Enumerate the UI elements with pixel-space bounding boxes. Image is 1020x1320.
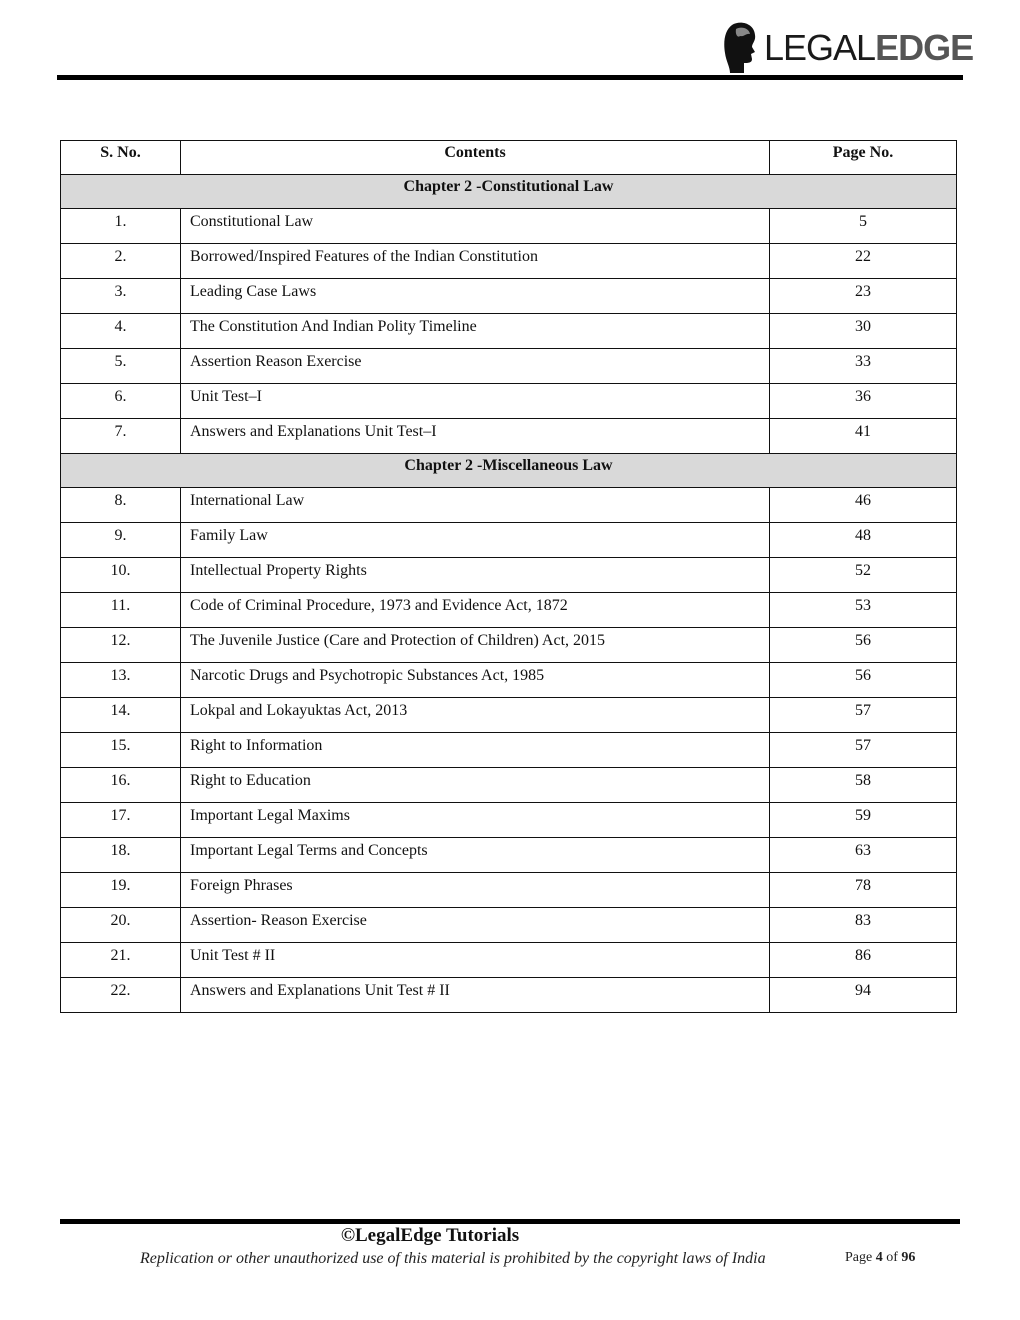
page-number-cell: 63 [770, 838, 957, 873]
page-sep: of [882, 1250, 902, 1265]
title-cell: Family Law [181, 523, 770, 558]
header-rule [57, 75, 963, 80]
table-row [61, 593, 957, 628]
title-cell: Important Legal Maxims [181, 803, 770, 838]
page-number-cell: 56 [770, 663, 957, 698]
table-row [61, 384, 957, 419]
chapter-title: Chapter 2 -Constitutional Law [61, 175, 957, 209]
sno-cell: 7. [61, 419, 181, 454]
logo-text-legal: LEGAL [764, 27, 876, 68]
title-cell: Foreign Phrases [181, 873, 770, 908]
title-cell: Important Legal Terms and Concepts [181, 838, 770, 873]
table-row [61, 768, 957, 803]
sno-cell: 2. [61, 244, 181, 279]
table-row [61, 419, 957, 454]
page-number-cell: 22 [770, 244, 957, 279]
page-number-cell: 36 [770, 384, 957, 419]
page-number-cell: 52 [770, 558, 957, 593]
page-number-cell: 59 [770, 803, 957, 838]
title-cell: Constitutional Law [181, 209, 770, 244]
sno-cell: 8. [61, 488, 181, 523]
title-cell: Answers and Explanations Unit Test # II [181, 978, 770, 1013]
sno-cell: 17. [61, 803, 181, 838]
page-number-cell: 94 [770, 978, 957, 1013]
page-number-cell: 58 [770, 768, 957, 803]
sno-cell: 10. [61, 558, 181, 593]
page-number-cell: 56 [770, 628, 957, 663]
page-number-cell: 23 [770, 279, 957, 314]
title-cell: Narcotic Drugs and Psychotropic Substances Act, 1985 [181, 663, 770, 698]
table-row [61, 209, 957, 244]
page-current: 4 [875, 1250, 883, 1265]
chapter-title: Chapter 2 -Miscellaneous Law [61, 454, 957, 488]
page-number-cell: 30 [770, 314, 957, 349]
page-number-cell: 33 [770, 349, 957, 384]
page-number-cell: 86 [770, 943, 957, 978]
table-row [61, 488, 957, 523]
sno-cell: 16. [61, 768, 181, 803]
table-row [61, 803, 957, 838]
page-number-cell: 57 [770, 698, 957, 733]
table-row [61, 698, 957, 733]
footer-rule [60, 1219, 960, 1224]
page-number-cell: 46 [770, 488, 957, 523]
sno-cell: 6. [61, 384, 181, 419]
title-cell: Intellectual Property Rights [181, 558, 770, 593]
table-row [61, 558, 957, 593]
table-row [61, 873, 957, 908]
title-cell: Leading Case Laws [181, 279, 770, 314]
page-total: 96 [901, 1250, 916, 1265]
column-header-contents: Contents [181, 141, 770, 175]
title-cell: Assertion- Reason Exercise [181, 908, 770, 943]
sno-cell: 4. [61, 314, 181, 349]
sno-cell: 15. [61, 733, 181, 768]
table-row [61, 908, 957, 943]
chapter-row [61, 175, 957, 209]
sno-cell: 14. [61, 698, 181, 733]
sno-cell: 21. [61, 943, 181, 978]
title-cell: The Constitution And Indian Polity Timeline [181, 314, 770, 349]
sno-cell: 5. [61, 349, 181, 384]
page-number-cell: 83 [770, 908, 957, 943]
table-row [61, 663, 957, 698]
title-cell: Lokpal and Lokayuktas Act, 2013 [181, 698, 770, 733]
title-cell: Right to Education [181, 768, 770, 803]
page-number-cell: 41 [770, 419, 957, 454]
column-header-sno: S. No. [61, 141, 181, 175]
table-header-row [61, 141, 957, 175]
legaledge-logo [722, 20, 973, 76]
table-row [61, 628, 957, 663]
title-cell: International Law [181, 488, 770, 523]
page-prefix: Page [845, 1250, 876, 1265]
title-cell: Right to Information [181, 733, 770, 768]
title-cell: Unit Test # II [181, 943, 770, 978]
page-number-cell: 57 [770, 733, 957, 768]
sno-cell: 19. [61, 873, 181, 908]
title-cell: The Juvenile Justice (Care and Protection of Children) Act, 2015 [181, 628, 770, 663]
logo-text-edge: EDGE [875, 27, 974, 68]
table-row [61, 838, 957, 873]
page-number-cell: 5 [770, 209, 957, 244]
table-row [61, 314, 957, 349]
chapter-row [61, 454, 957, 488]
sno-cell: 1. [61, 209, 181, 244]
sno-cell: 18. [61, 838, 181, 873]
page-number-cell: 53 [770, 593, 957, 628]
sno-cell: 20. [61, 908, 181, 943]
page-number-cell: 48 [770, 523, 957, 558]
table-row [61, 523, 957, 558]
head-silhouette-icon [722, 21, 758, 75]
title-cell: Answers and Explanations Unit Test–I [181, 419, 770, 454]
table-row [61, 349, 957, 384]
footer-copyright: ©LegalEdge Tutorials [340, 1225, 520, 1246]
sno-cell: 22. [61, 978, 181, 1013]
sno-cell: 13. [61, 663, 181, 698]
footer-notice: Replication or other unauthorized use of this material is prohibited by the copyright laws of India [140, 1250, 766, 1267]
sno-cell: 12. [61, 628, 181, 663]
table-row [61, 943, 957, 978]
table-row [61, 978, 957, 1013]
title-cell: Borrowed/Inspired Features of the Indian Constitution [181, 244, 770, 279]
table-row [61, 244, 957, 279]
title-cell: Unit Test–I [181, 384, 770, 419]
sno-cell: 3. [61, 279, 181, 314]
table-row [61, 733, 957, 768]
sno-cell: 9. [61, 523, 181, 558]
title-cell: Assertion Reason Exercise [181, 349, 770, 384]
table-of-contents [60, 140, 957, 1013]
page-number-cell: 78 [770, 873, 957, 908]
column-header-page: Page No. [770, 141, 957, 175]
page-number [845, 1250, 915, 1266]
sno-cell: 11. [61, 593, 181, 628]
title-cell: Code of Criminal Procedure, 1973 and Evidence Act, 1872 [181, 593, 770, 628]
table-row [61, 279, 957, 314]
